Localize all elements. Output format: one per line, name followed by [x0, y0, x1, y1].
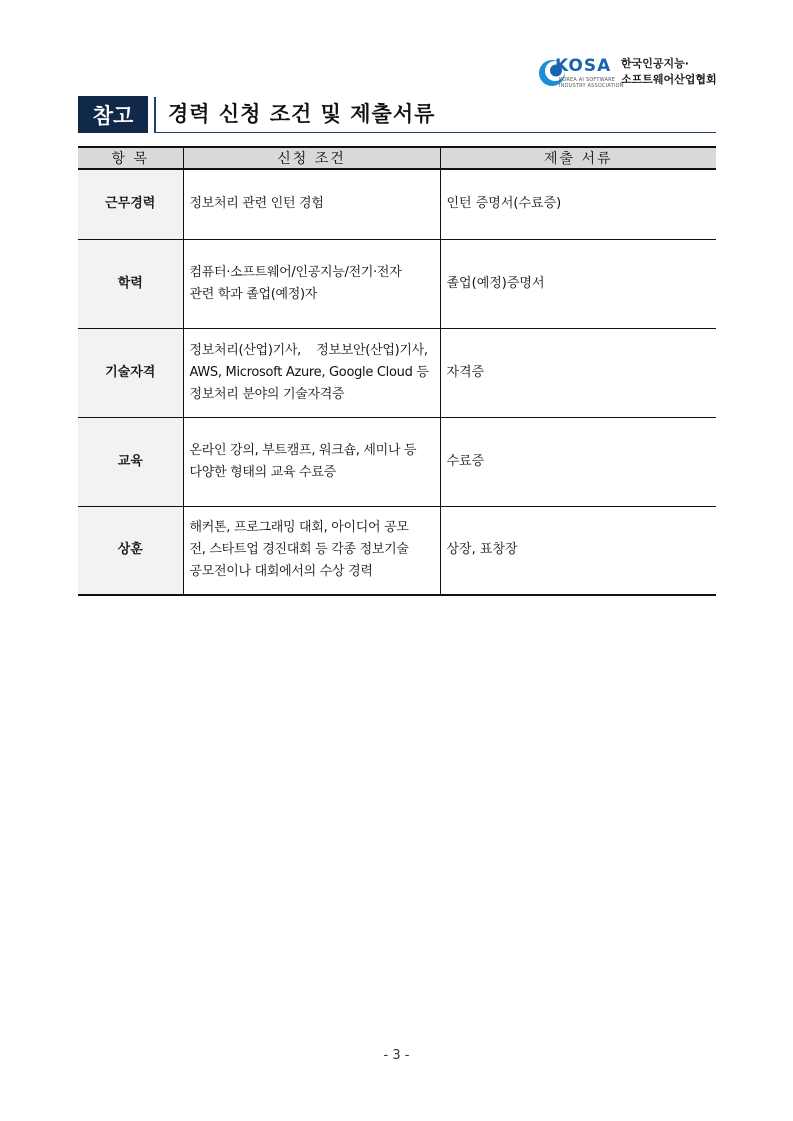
table-row — [78, 239, 716, 328]
logo-subtitle: KOREA AI SOFTWARE INDUSTRY ASSOCIATION — [559, 77, 624, 89]
row-item: 학력 — [78, 239, 183, 328]
logo-wordmark: KOSA — [555, 56, 612, 76]
table-row — [78, 328, 716, 417]
row-documents: 자격증 — [440, 328, 716, 417]
section-title-bar — [78, 96, 716, 134]
page-number: - 3 - — [383, 1048, 410, 1063]
logo-org-name — [621, 56, 717, 88]
row-condition: 해커톤, 프로그래밍 대회, 아이디어 공모 전, 스타트업 경진대회 등 각종 정보기술 공모전이나 대회에서의 수상 경력 — [183, 506, 440, 595]
requirements-table — [78, 146, 716, 596]
table-row — [78, 506, 716, 595]
row-condition: 컴퓨터·소프트웨어/인공지능/전기·전자 관련 학과 졸업(예정)자 — [183, 239, 440, 328]
title-separator — [154, 97, 156, 132]
row-item: 기술자격 — [78, 328, 183, 417]
row-item: 근무경력 — [78, 169, 183, 239]
table-row — [78, 169, 716, 239]
row-documents: 상장, 표창장 — [440, 506, 716, 595]
table-header-row — [78, 147, 716, 169]
reference-badge: 참고 — [78, 96, 148, 133]
row-documents: 수료증 — [440, 417, 716, 506]
page-title: 경력 신청 조건 및 제출서류 — [168, 102, 436, 126]
row-condition: 정보처리(산업)기사, 정보보안(산업)기사, AWS, Microsoft Azure, Google Cloud 등 정보처리 분야의 기술자격증 — [183, 328, 440, 417]
table-row — [78, 417, 716, 506]
row-item: 교육 — [78, 417, 183, 506]
row-documents: 졸업(예정)증명서 — [440, 239, 716, 328]
title-underline — [154, 132, 716, 133]
logo-org-line1: 한국인공지능· — [621, 57, 689, 70]
row-documents: 인턴 증명서(수료증) — [440, 169, 716, 239]
row-condition: 온라인 강의, 부트캠프, 워크숍, 세미나 등 다양한 형태의 교육 수료증 — [183, 417, 440, 506]
header-documents: 제출 서류 — [440, 147, 716, 169]
header-condition: 신청 조건 — [183, 147, 440, 169]
row-condition: 정보처리 관련 인턴 경험 — [183, 169, 440, 239]
header-item: 항 목 — [78, 147, 183, 169]
kosa-logo — [537, 56, 727, 92]
row-item: 상훈 — [78, 506, 183, 595]
logo-org-line2: 소프트웨어산업협회 — [621, 73, 717, 86]
